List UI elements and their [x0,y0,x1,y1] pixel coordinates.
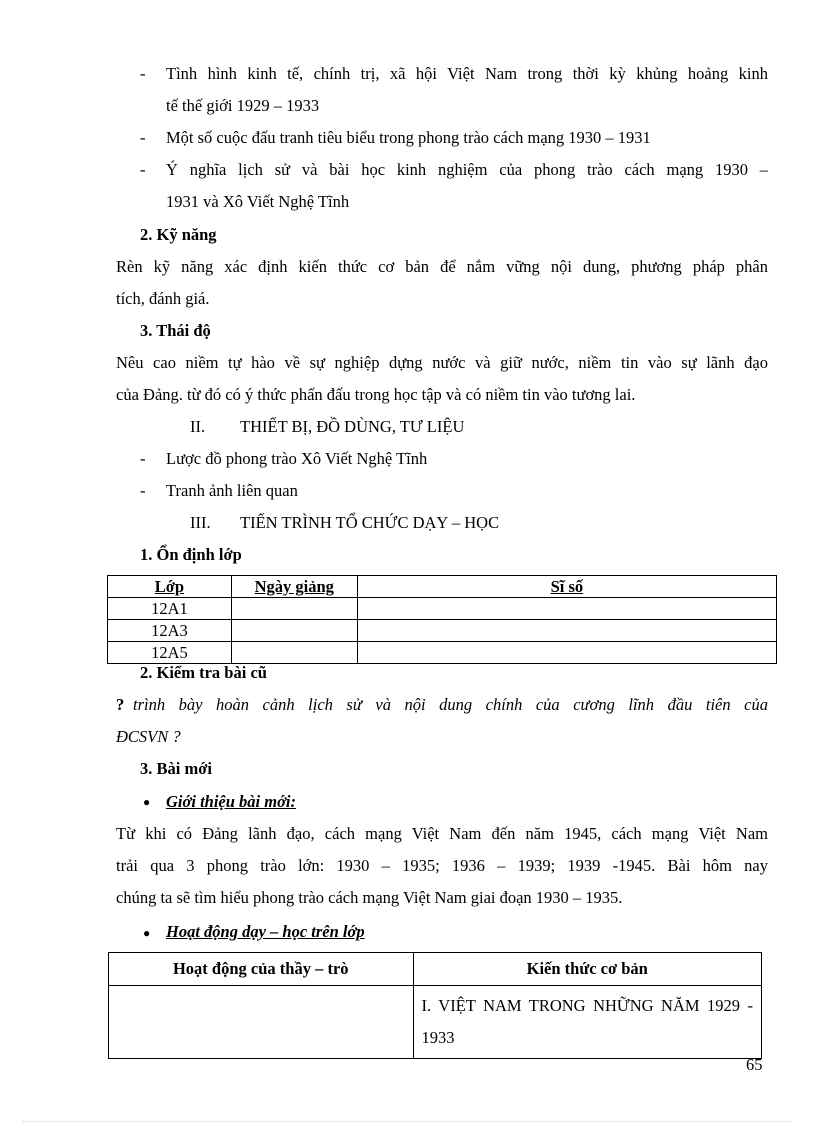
class-cell: 12A3 [108,620,232,642]
attitude-heading: 3. Thái độ [140,321,211,340]
col-header-attendance: Sĩ số [357,576,776,598]
class-cell: 12A5 [108,642,232,664]
table-header-row [108,576,777,598]
attendance-cell [357,642,776,664]
attendance-cell [357,620,776,642]
table-row [108,598,777,620]
knowledge-item-3-line1: Ý nghĩa lịch sử và bài học kinh nghiệm của phong trào cách mạng 1930 – [166,160,768,179]
bullet-icon: ● [143,926,151,940]
equipment-item-1: Lược đồ phong trào Xô Viết Nghệ Tĩnh [166,449,428,468]
class-table [107,575,777,664]
activities-cell [109,986,414,1059]
table-row [109,986,762,1059]
old-lesson-question-line1: trình bày hoàn cảnh lịch sử và nội dung chính của cương lĩnh đầu tiên của [133,695,768,714]
list-dash: - [140,128,146,147]
intro-title: Giới thiệu bài mới: [166,792,297,811]
knowledge-item-1-line1: Tình hình kinh tế, chính trị, xã hội Việt Nam trong thời kỳ khủng hoảng kinh [166,64,768,83]
old-lesson-question-line2: ĐCSVN ? [116,727,181,746]
table-header-row [109,953,762,986]
class-stabilize-heading: 1. Ổn định lớp [140,545,242,564]
skills-heading: 2. Kỹ năng [140,225,217,244]
skills-text-line2: tích, đánh giá. [116,289,210,308]
list-dash: - [140,481,146,500]
page-number: 65 [746,1055,763,1074]
section-3-numeral: III. [190,513,211,532]
list-dash: - [140,449,146,468]
date-cell [231,620,357,642]
attitude-text-line2: của Đảng. từ đó có ý thức phấn đấu trong học tập và có niềm tin vào tương lai. [116,385,636,404]
list-dash: - [140,64,146,83]
intro-text-line2: trải qua 3 phong trào lớn: 1930 – 1935; 1936 – 1939; 1939 -1945. Bài hôm nay [116,856,768,875]
list-dash: - [140,160,146,179]
col-header-class: Lớp [108,576,232,598]
intro-text-line1: Từ khi có Đảng lãnh đạo, cách mạng Việt Nam đến năm 1945, cách mạng Việt Nam [116,824,768,843]
col-header-date: Ngày giảng [231,576,357,598]
date-cell [231,598,357,620]
equipment-item-2: Tranh ảnh liên quan [166,481,298,500]
section-2-numeral: II. [190,417,206,436]
date-cell [231,642,357,664]
knowledge-item-2: Một số cuộc đấu tranh tiêu biểu trong phong trào cách mạng 1930 – 1931 [166,128,651,147]
intro-text-line3: chúng ta sẽ tìm hiểu phong trào cách mạng Việt Nam giai đoạn 1930 – 1935. [116,888,623,907]
old-lesson-heading: 2. Kiểm tra bài cũ [140,663,267,682]
activity-table [108,952,762,1059]
new-lesson-heading: 3. Bài mới [140,759,212,778]
skills-text-line1: Rèn kỹ năng xác định kiến thức cơ bản để nắm vững nội dung, phương pháp phân [116,257,768,276]
knowledge-cell-text: I. VIỆT NAM TRONG NHỮNG NĂM 1929 - 1933 [421,996,753,1047]
col-header-knowledge: Kiến thức cơ bản [413,953,762,986]
page-footer-divider [22,1121,794,1122]
section-3-title: TIẾN TRÌNH TỔ CHỨC DẠY – HỌC [240,513,500,532]
knowledge-item-1-line2: tế thế giới 1929 – 1933 [166,96,320,115]
section-2-title: THIẾT BỊ, ĐỒ DÙNG, TƯ LIỆU [240,417,465,436]
class-cell: 12A1 [108,598,232,620]
activity-title: Hoạt động dạy – học trên lớp [166,922,365,941]
col-header-activities: Hoạt động của thầy – trò [109,953,414,986]
bullet-icon: ● [143,795,151,809]
question-mark: ? [116,695,125,714]
knowledge-item-3-line2: 1931 và Xô Viết Nghệ Tĩnh [166,192,350,211]
table-row [108,642,777,664]
attitude-text-line1: Nêu cao niềm tự hào về sự nghiệp dựng nước và giữ nước, niềm tin vào sự lãnh đạo [116,353,768,372]
attendance-cell [357,598,776,620]
table-row [108,620,777,642]
knowledge-cell [413,986,762,1059]
